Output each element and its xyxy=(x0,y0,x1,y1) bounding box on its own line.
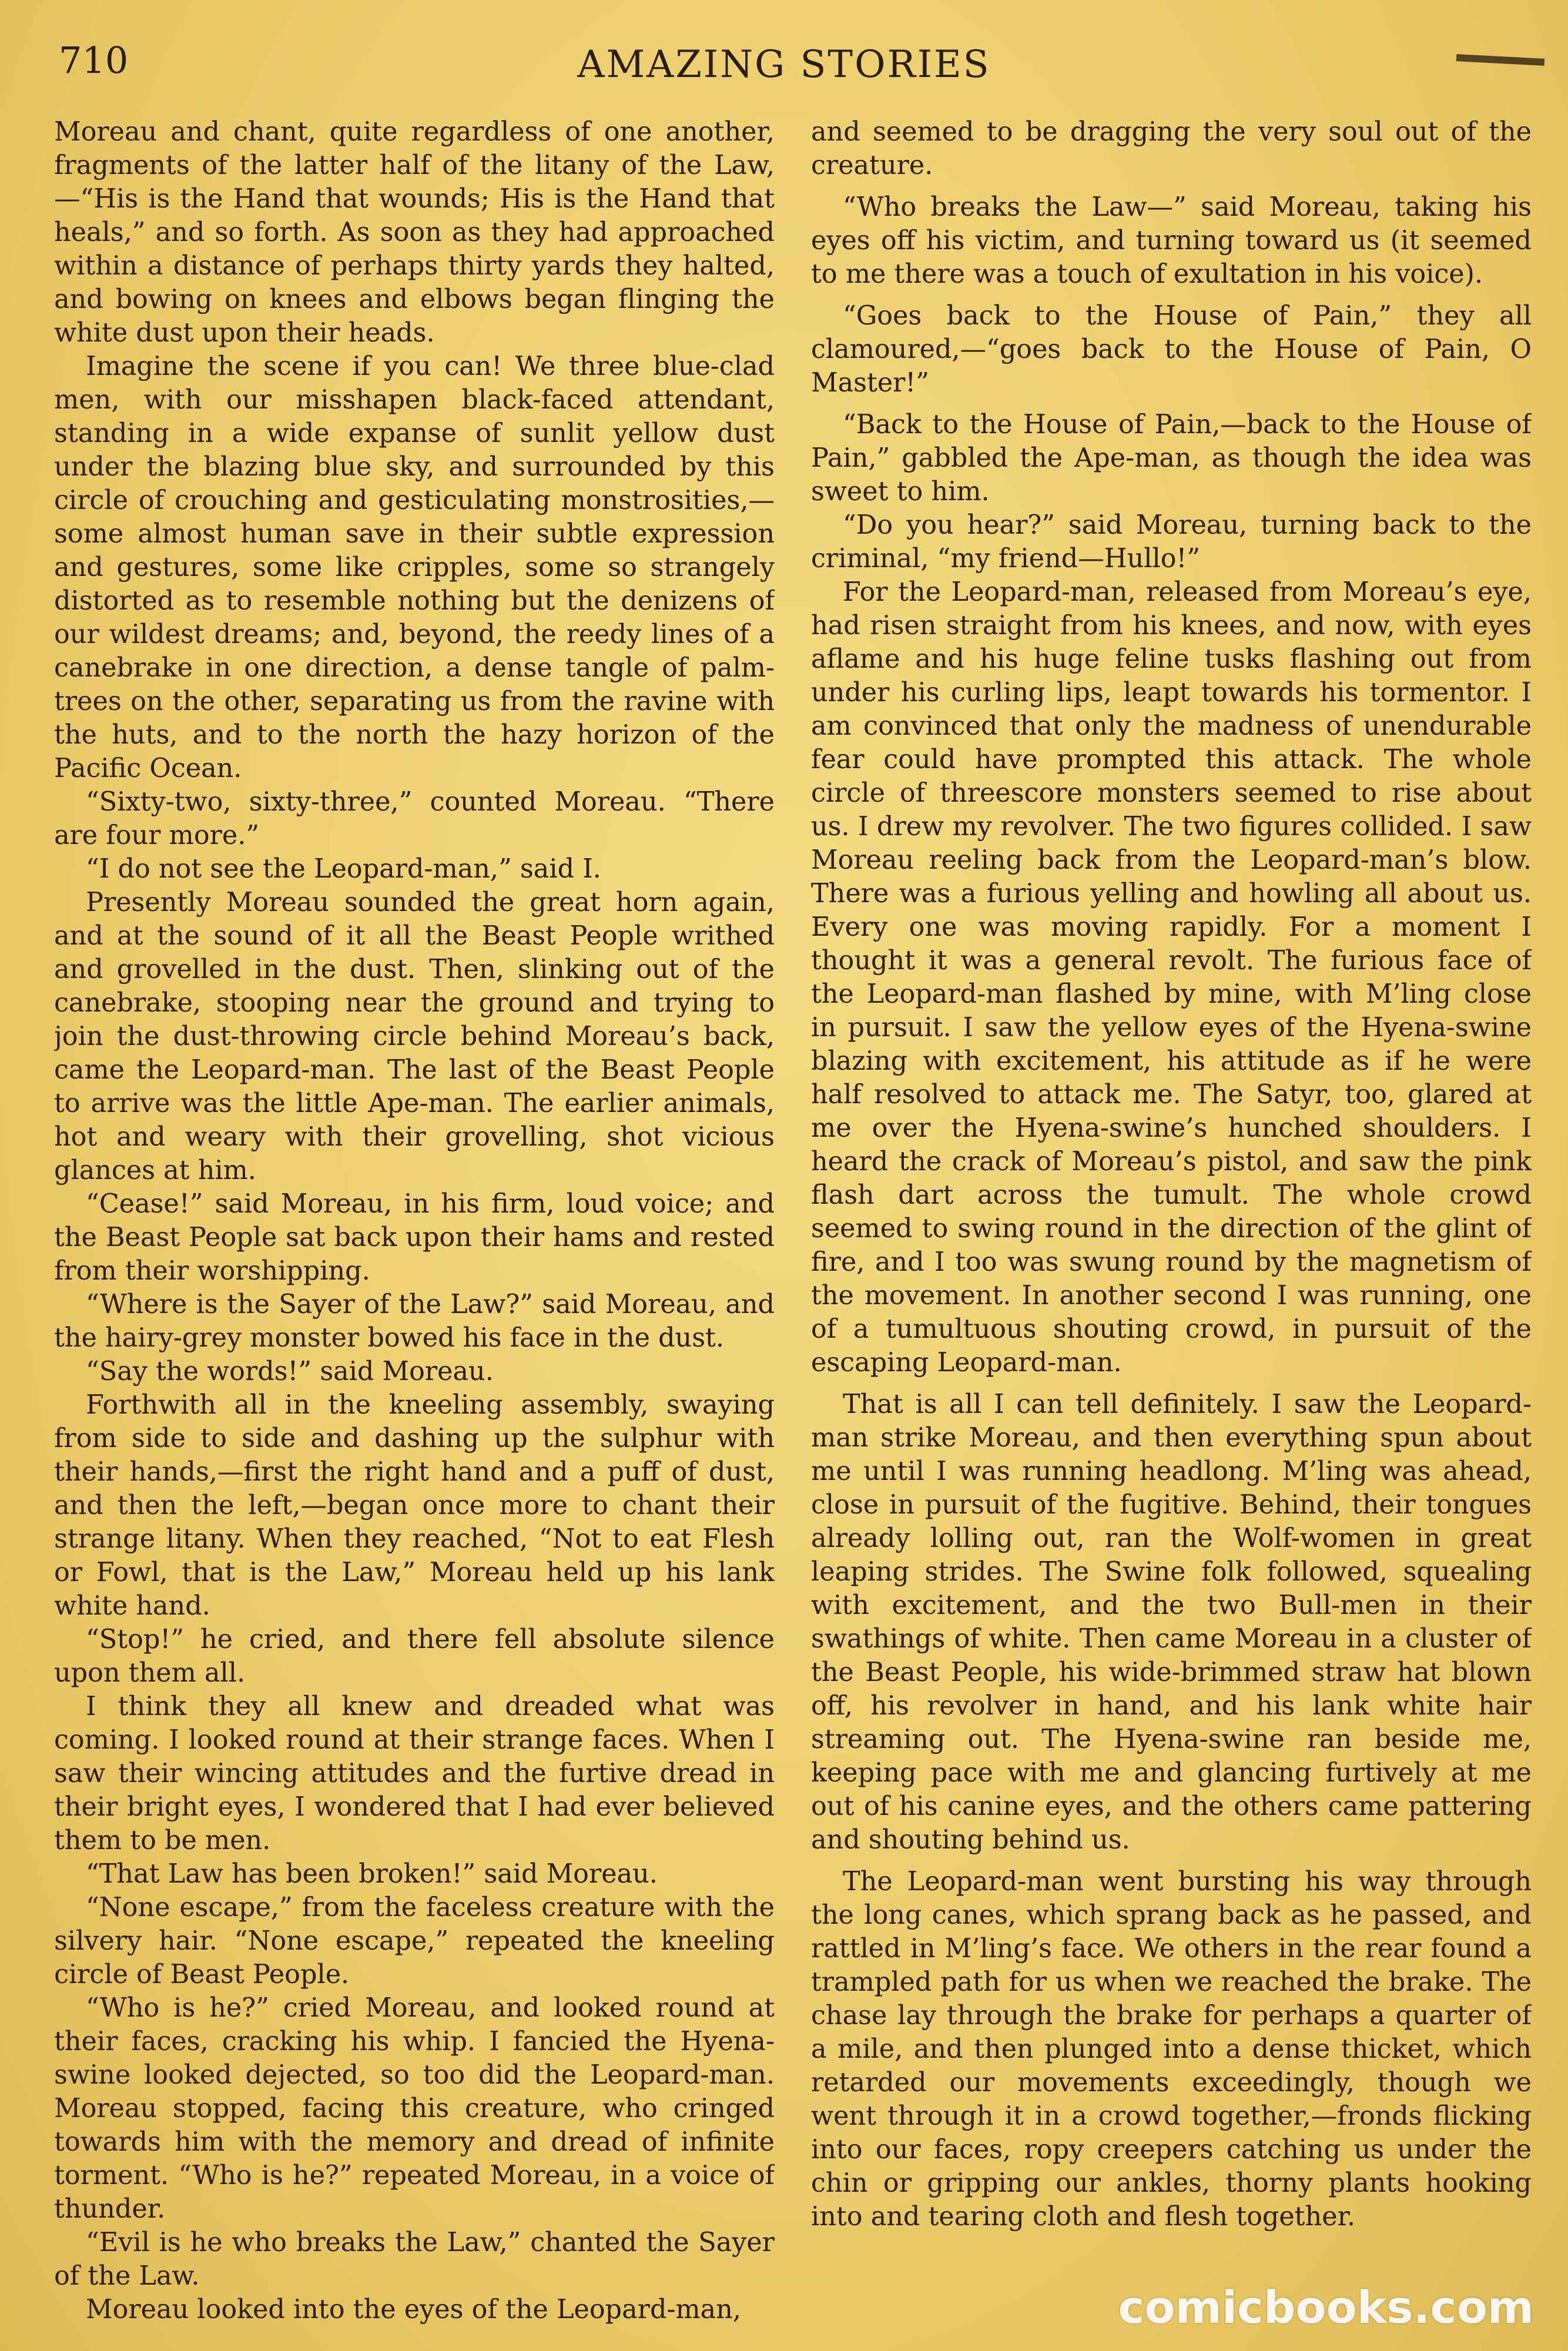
page-number: 710 xyxy=(59,39,129,82)
paragraph: “Goes back to the House of Pain,” they all clamoured,—“goes back to the House of Pain, O Master!” xyxy=(811,301,1532,398)
paragraph: “None escape,” from the faceless creature with the silvery hair. “None escape,” repeated the kneeling circle of Beast People. xyxy=(54,1893,775,1990)
paragraph: “Sixty-two, sixty-three,” counted Moreau. “There are four more.” xyxy=(54,787,775,850)
paragraph: “Back to the House of Pain,—back to the House of Pain,” gabbled the Ape-man, as though the idea was sweet to him. xyxy=(811,410,1532,507)
paragraph: “I do not see the Leopard-man,” said I. xyxy=(86,854,601,884)
paragraph: “Cease!” said Moreau, in his firm, loud voice; and the Beast People sat back upon their hams and rested from their worshipping. xyxy=(54,1189,775,1286)
paragraph: “Evil is he who breaks the Law,” chanted the Sayer of the Law. xyxy=(54,2228,775,2291)
paragraph: “Say the words!” said Moreau. xyxy=(86,1357,494,1387)
paragraph: The Leopard-man went bursting his way through the long canes, which sprang back as he passed, and rattled in M’ling’s face. We others in the rear found a trampled path for us when we reached the brake. The chase lay through the brake for perhaps a quarter of a mile, and then plunged into a dense thicket, which retarded our movements exceedingly, though we went through it in a crowd together,—fronds flicking into our faces, ropy creepers catching us under the chin or gripping our ankles, thorny plants hooking into and tearing cloth and flesh together. xyxy=(811,1867,1532,2232)
paragraph: “Stop!” he cried, and there fell absolute silence upon them all. xyxy=(54,1625,775,1688)
paragraph: “Who breaks the Law—” said Moreau, taking his eyes off his victim, and turning toward us (it seemed to me there was a touch of exultation in his voice). xyxy=(811,192,1532,289)
paragraph: and seemed to be dragging the very soul out of the creature. xyxy=(811,117,1532,180)
paragraph: “That Law has been broken!” said Moreau. xyxy=(86,1859,658,1889)
running-head: AMAZING STORIES xyxy=(577,43,991,86)
paragraph: That is all I can tell definitely. I saw the Leopard-man strike Moreau, and then everything spun about me until I was running headlong. M’ling was ahead, close in pursuit of the fugitive. Behind, their tongues already lolling out, ran the Wolf-women in great leaping strides. The Swine folk followed, squealing with excitement, and the two Bull-men in their swathings of white. Then came Moreau in a cluster of the Beast People, his wide-brimmed straw hat blown off, his revolver in hand, and his lank white hair streaming out. The Hyena-swine ran beside me, keeping pace with me and glancing furtively at me out of his canine eyes, and the others came pattering and shouting behind us. xyxy=(811,1389,1532,1855)
paragraph: “Do you hear?” said Moreau, turning back to the criminal, “my friend—Hullo!” xyxy=(811,510,1532,574)
paragraph: For the Leopard-man, released from Moreau’s eye, had risen straight from his knees, and now, with eyes aflame and his huge feline tusks flashing out from under his curling lips, leapt towards his tormentor. I am convinced that only the madness of unendurable fear could have prompted this attack. The whole circle of threescore monsters seemed to rise about us. I drew my revolver. The two figures collided. I saw Moreau reeling back from the Leopard-man’s blow. There was a furious yelling and howling all about us. Every one was moving rapidly. For a moment I thought it was a general revolt. The furious face of the Leopard-man flashed by mine, with M’ling close in pursuit. I saw the yellow eyes of the Hyena-swine blazing with excitement, his attitude as if he were half resolved to attack me. The Satyr, too, glared at me over the Hyena-swine’s hunched shoulders. I heard the crack of Moreau’s pistol, and saw the pink flash dart across the tumult. The whole crowd seemed to swing round in the direction of the glint of fire, and I too was swung round by the magnetism of the movement. In another second I was running, one of a tumultuous shouting crowd, in pursuit of the escaping Leopard-man. xyxy=(811,577,1532,1378)
paragraph: Presently Moreau sounded the great horn again, and at the sound of it all the Beast People writhed and grovelled in the dust. Then, slinking out of the canebrake, stooping near the ground and trying to join the dust-throwing circle behind Moreau’s back, came the Leopard-man. The last of the Beast People to arrive was the little Ape-man. The earlier animals, hot and weary with their grovelling, shot vicious glances at him. xyxy=(54,888,775,1185)
paragraph: Forthwith all in the kneeling assembly, swaying from side to side and dashing up the sulphur with their hands,—first the right hand and a puff of dust, and then the left,—began once more to chant their strange litany. When they reached, “Not to eat Flesh or Fowl, that is the Law,” Moreau held up his lank white hand. xyxy=(54,1390,775,1621)
paragraph: I think they all knew and dreaded what was coming. I looked round at their strange faces. When I saw their wincing attitudes and the furtive dread in their bright eyes, I wondered that I had ever believed them to be men. xyxy=(54,1692,775,1856)
paragraph: “Where is the Sayer of the Law?” said Moreau, and the hairy-grey monster bowed his face in the dust. xyxy=(54,1290,775,1353)
paragraph: Moreau and chant, quite regardless of one another, fragments of the latter half of the litany of the Law,—“His is the Hand that wounds; His is the Hand that heals,” and so forth. As soon as they had approached within a distance of perhaps thirty yards they halted, and bowing on knees and elbows began flinging the white dust upon their heads. xyxy=(54,117,775,348)
right-column xyxy=(811,115,1532,2337)
left-column xyxy=(54,115,775,2337)
watermark-logo: comicbooks.com xyxy=(1118,2281,1534,2333)
paragraph: “Who is he?” cried Moreau, and looked round at their faces, cracking his whip. I fancied the Hyena-swine looked dejected, so too did the Leopard-man. Moreau stopped, facing this creature, who cringed towards him with the memory and dread of infinite torment. “Who is he?” repeated Moreau, in a voice of thunder. xyxy=(54,1993,775,2224)
paragraph: Imagine the scene if you can! We three blue-clad men, with our misshapen black-faced attendant, standing in a wide expanse of sunlit yellow dust under the blazing blue sky, and surrounded by this circle of crouching and gesticulating monstrosities,—some almost human save in their subtle expression and gestures, some like cripples, some so strangely distorted as to resemble nothing but the denizens of our wildest dreams; and, beyond, the reedy lines of a canebrake in one direction, a dense tangle of palm-trees on the other, separating us from the ravine with the huts, and to the north the hazy horizon of the Pacific Ocean. xyxy=(54,351,775,783)
paragraph: Moreau looked into the eyes of the Leopard-man, xyxy=(86,2295,742,2325)
